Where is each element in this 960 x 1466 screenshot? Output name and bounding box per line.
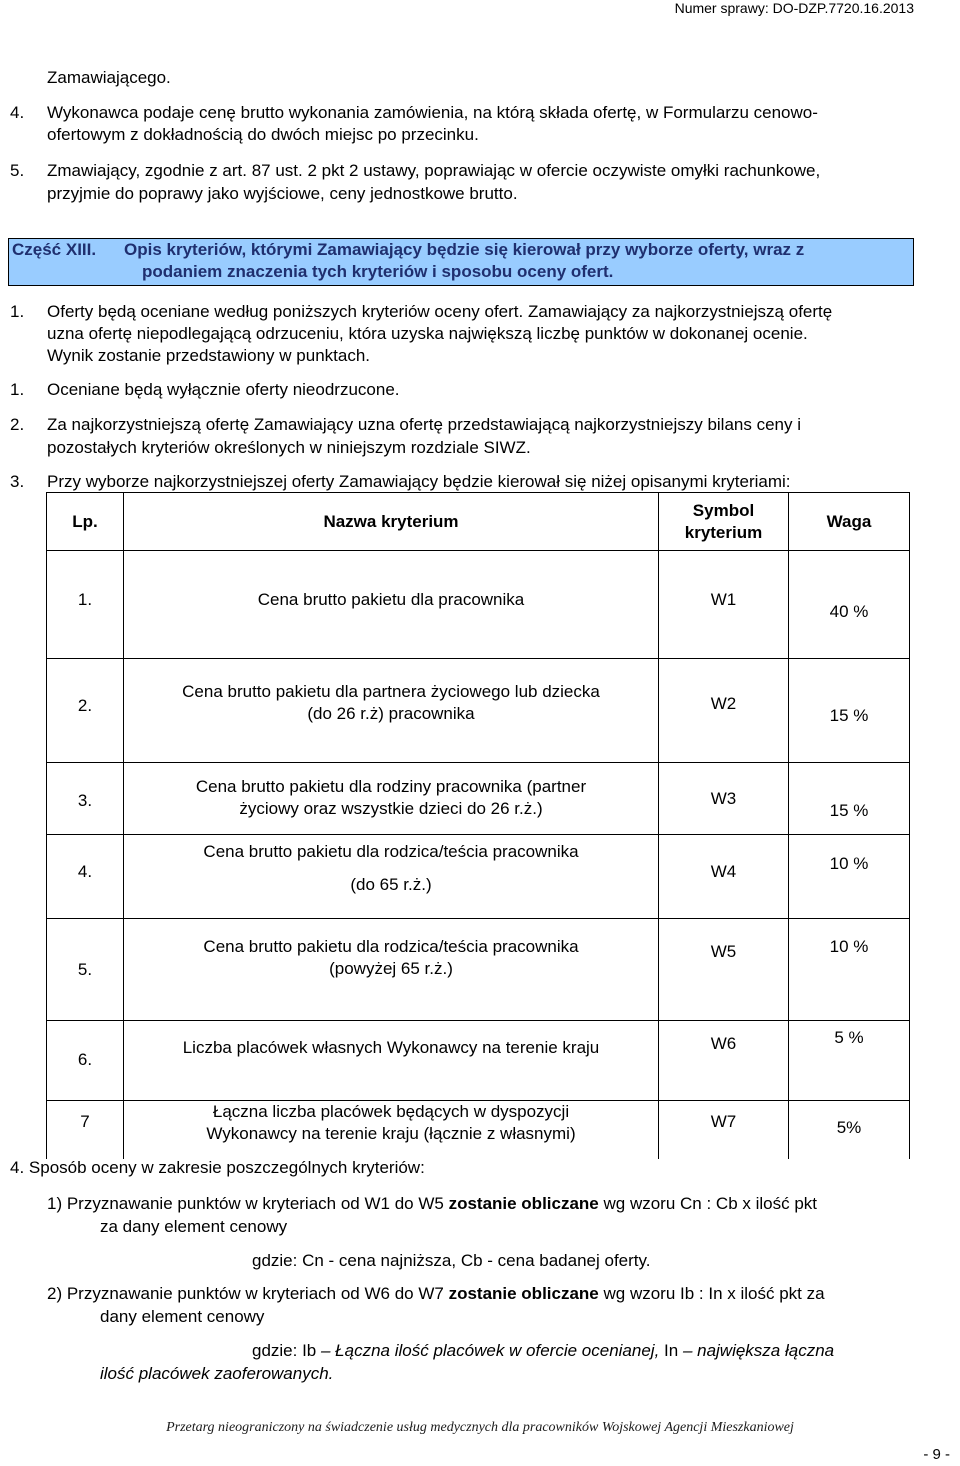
list-number: 1. [10, 380, 25, 399]
row-weight: 15 % [789, 659, 910, 763]
row-lp: 2. [47, 659, 124, 763]
row-weight: 5% [789, 1101, 910, 1159]
row-symbol: W1 [659, 551, 789, 659]
section-title: Opis kryteriów, którymi Zamawiający będzie się kierował przy wyborze oferty, wraz z [124, 240, 805, 259]
scoring-item1-text: 1) Przyznawanie punktów w kryteriach od W1 do W5 [47, 1194, 449, 1213]
section-title-cont: podaniem znaczenia tych kryteriów i sposobu oceny ofert. [142, 262, 614, 281]
row-lp: 3. [47, 763, 124, 835]
row-weight: 15 % [789, 763, 910, 835]
footer-text: Przetarg nieograniczony na świadczenie usług medycznych dla pracowników Wojskowej Agencji Mieszkaniowej [166, 1420, 794, 1435]
para2-text: Za najkorzystniejszą ofertę Zamawiający uzna ofertę przedstawiającą najkorzystniejszy bilans ceny i [47, 415, 802, 434]
scoring-item2-cont: dany element cenowy [100, 1307, 265, 1326]
scoring-heading: 4. Sposób oceny w zakresie poszczególnych kryteriów: [10, 1158, 425, 1177]
case-number: Numer sprawy: DO-DZP.7720.16.2013 [674, 0, 914, 16]
row-symbol: W2 [659, 659, 789, 763]
row-lp: 1. [47, 551, 124, 659]
row-symbol: W3 [659, 763, 789, 835]
scoring-item1-cont: za dany element cenowy [100, 1217, 288, 1236]
scoring-item2-bold: zostanie obliczane [448, 1284, 599, 1303]
row-symbol: W5 [659, 919, 789, 1021]
table-row [47, 1021, 910, 1101]
where-ib: gdzie: Ib [252, 1341, 321, 1360]
item5-text: Zmawiający, zgodnie z art. 87 ust. 2 pkt 2 ustawy, poprawiając w ofercie oczywiste omyłki rachunkowe, [47, 161, 821, 180]
list-number: 1. [10, 302, 25, 321]
intro-line: Zamawiającego. [47, 68, 171, 87]
scoring-item2-formula: wg wzoru Ib : In x ilość pkt za [598, 1284, 825, 1303]
list-number: 4. [10, 103, 25, 122]
criteria-table [46, 492, 910, 1159]
para1-text-cont: Wynik zostanie przedstawiony w punktach. [47, 346, 370, 365]
scoring-item1-formula: wg wzoru Cn : Cb x ilość pkt [598, 1194, 818, 1213]
section-label: Część XIII. [12, 240, 97, 259]
header-symbol-l1: Symbol [692, 500, 755, 520]
row-name: Łączna liczba placówek będących w dyspozycji Wykonawcy na terenie kraju (łącznie z własnymi) [124, 1101, 659, 1159]
header-name: Nazwa kryterium [124, 493, 659, 551]
scoring-item2-where [252, 1340, 834, 1362]
row-name: Cena brutto pakietu dla pracownika [124, 551, 659, 659]
row-weight: 5 % [789, 1021, 910, 1101]
scoring-item2-where-cont: ilość placówek zaoferowanych. [100, 1364, 334, 1383]
table-row [47, 919, 910, 1021]
table-row [47, 1101, 910, 1159]
item5-text-cont: przyjmie do poprawy jako wyjściowe, ceny jednostkowe brutto. [47, 184, 518, 203]
row-name: Liczba placówek własnych Wykonawcy na terenie kraju [124, 1021, 659, 1101]
row-lp: 5. [47, 919, 124, 1021]
scoring-item1 [47, 1193, 817, 1215]
where-ib-desc: – Łączna ilość placówek w ofercie ocenianej, [321, 1341, 660, 1360]
list-number: 5. [10, 161, 25, 180]
table-row [47, 659, 910, 763]
row-name: Cena brutto pakietu dla rodzica/teścia pracownika (do 65 r.ż.) [124, 835, 659, 919]
row-lp: 4. [47, 835, 124, 919]
scoring-item2 [47, 1283, 825, 1305]
para3-text: Przy wyborze najkorzystniejszej oferty Zamawiający będzie kierował się niżej opisanymi kryteriami: [47, 472, 791, 491]
table-header-row [47, 493, 910, 551]
item4-text-cont: ofertowym z dokładnością do dwóch miejsc po przecinku. [47, 125, 479, 144]
scoring-item1-bold: zostanie obliczane [448, 1194, 599, 1213]
row-symbol: W6 [659, 1021, 789, 1101]
row-name: Cena brutto pakietu dla partnera życiowego lub dziecka (do 26 r.ż) pracownika [124, 659, 659, 763]
header-symbol-l2: kryterium [684, 522, 763, 542]
table-row [47, 551, 910, 659]
row-weight: 10 % [789, 835, 910, 919]
table-row [47, 763, 910, 835]
para1-text: Oferty będą oceniane według poniższych kryteriów oceny ofert. Zamawiający za najkorzystniejszą ofertę [47, 302, 833, 321]
row-symbol: W4 [659, 835, 789, 919]
page-number: - 9 - [923, 1446, 950, 1463]
row-name: Cena brutto pakietu dla rodziny pracownika (partner życiowy oraz wszystkie dzieci do 26 r.ż.) [124, 763, 659, 835]
para1b-text: Oceniane będą wyłącznie oferty nieodrzucone. [47, 380, 400, 399]
scoring-item1-where: gdzie: Cn - cena najniższa, Cb - cena badanej oferty. [252, 1251, 651, 1270]
where-in-desc: – największa łączna [682, 1341, 835, 1360]
where-in: In [659, 1341, 683, 1360]
list-number: 2. [10, 415, 25, 434]
row-symbol: W7 [659, 1101, 789, 1159]
row-weight: 40 % [789, 551, 910, 659]
list-number: 3. [10, 472, 25, 491]
row-weight: 10 % [789, 919, 910, 1021]
header-lp: Lp. [47, 493, 124, 551]
scoring-item2-text: 2) Przyznawanie punktów w kryteriach od W6 do W7 [47, 1284, 449, 1303]
row-lp: 6. [47, 1021, 124, 1101]
row-lp: 7 [47, 1101, 124, 1159]
para2-text-cont: pozostałych kryteriów określonych w niniejszym rozdziale SIWZ. [47, 438, 531, 457]
table-row [47, 835, 910, 919]
para1-text-cont: uzna ofertę niepodlegającą odrzuceniu, która uzyska największą liczbę punktów w dokonanej ocenie. [47, 324, 808, 343]
row-name: Cena brutto pakietu dla rodzica/teścia pracownika (powyżej 65 r.ż.) [124, 919, 659, 1021]
header-weight: Waga [789, 493, 910, 551]
item4-text: Wykonawca podaje cenę brutto wykonania zamówienia, na którą składa ofertę, w Formularzu cenowo- [47, 103, 818, 122]
header-symbol [659, 493, 789, 551]
